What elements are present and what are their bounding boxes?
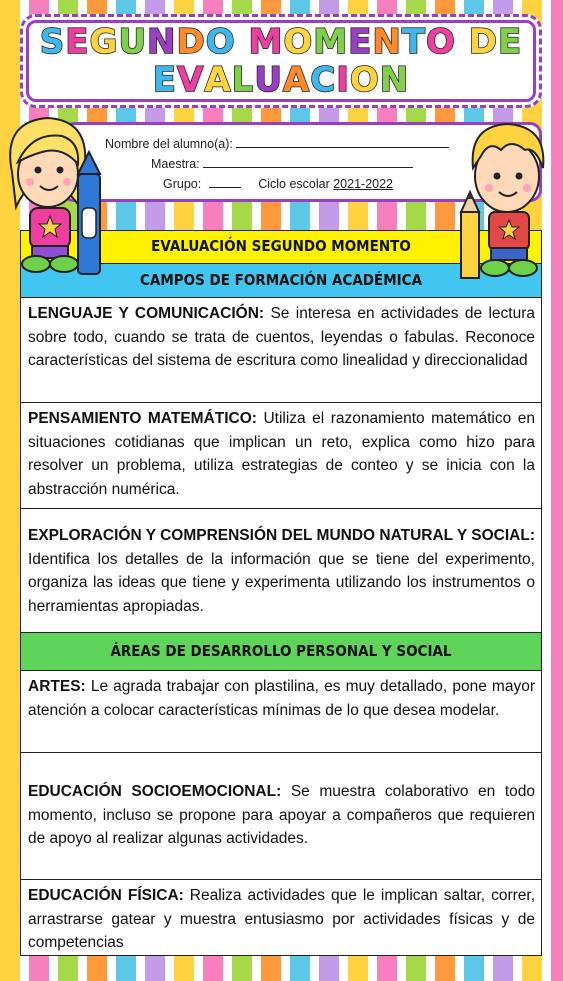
personal-band: ÁREAS DE DESARROLLO PERSONAL Y SOCIAL [21,633,541,671]
girl-with-crayon-illustration [2,112,112,292]
boy-with-pencil-illustration [455,116,560,286]
area-heading: EDUCACIÓN FÍSICA: [28,887,184,904]
cycle-label: Ciclo escolar [258,177,330,191]
field-heading: EXPLORACIÓN Y COMPRENSIÓN DEL MUNDO NATURAL Y SOCIAL: [28,527,535,544]
group-row [163,175,393,191]
teacher-field[interactable] [203,155,413,168]
area-text: Realiza actividades que le implican saltar, correr, arrastrarse gatear y muestra entusiasmo por actividades físicas y de competencias [28,887,535,951]
name-label: Nombre del alumno(a): [105,137,233,151]
area-heading: ARTES: [28,678,86,695]
group-field[interactable] [209,175,241,188]
field-text: Identifica los detalles de la información que se tiene del experimento, organiza las ideas que tiene y experimenta utilizando los instrumentos o herramientas apropiadas. [28,550,535,615]
name-field[interactable] [236,135,449,148]
area-socioemocional [21,753,541,880]
field-text: Utiliza el razonamiento matemático en situaciones cotidianas que implican un reto, explica como hizo para resolver un problema, utiliza estrategias de conteo y se inicia con la abstracción numérica. [28,410,535,498]
field-matematico [21,403,541,509]
evaluation-sheet [20,230,542,956]
area-fisica [21,880,541,957]
field-heading: PENSAMIENTO MATEMÁTICO: [28,410,257,427]
area-artes [21,671,541,753]
field-exploracion [21,509,541,633]
area-text: Se muestra colaborativo en todo momento, incluso se propone para apoyar a compañeros que requieren de apoyo al realizar algunas actividades. [28,783,536,847]
evaluation-band: EVALUACIÓN SEGUNDO MOMENTO [21,231,541,264]
teacher-label: Maestra: [151,157,200,171]
page-title-line-1: SEGUNDO MOMENTO DE [39,22,523,62]
cycle-value: 2021-2022 [333,177,394,191]
area-heading: EDUCACIÓN SOCIOEMOCIONAL: [28,783,282,800]
page-title-line-2: EVALUACION [152,60,410,100]
name-row [105,135,449,151]
teacher-row [151,155,413,171]
field-lenguaje [21,298,541,403]
academic-band: CAMPOS DE FORMACIÓN ACADÉMICA [21,264,541,298]
title-banner [20,14,542,108]
area-text: Le agrada trabajar con plastilina, es muy detallado, pone mayor atención a colocar características mínimas de lo que desea modelar. [28,678,535,719]
field-heading: LENGUAJE Y COMUNICACIÓN: [28,305,265,322]
group-label: Grupo: [163,177,202,191]
field-text: Se interesa en actividades de lectura sobre todo, cuando se trata de cuentos, leyendas o fabulas. Reconoce características del sistema de escritura como linealidad y direccionalidad [28,305,535,369]
